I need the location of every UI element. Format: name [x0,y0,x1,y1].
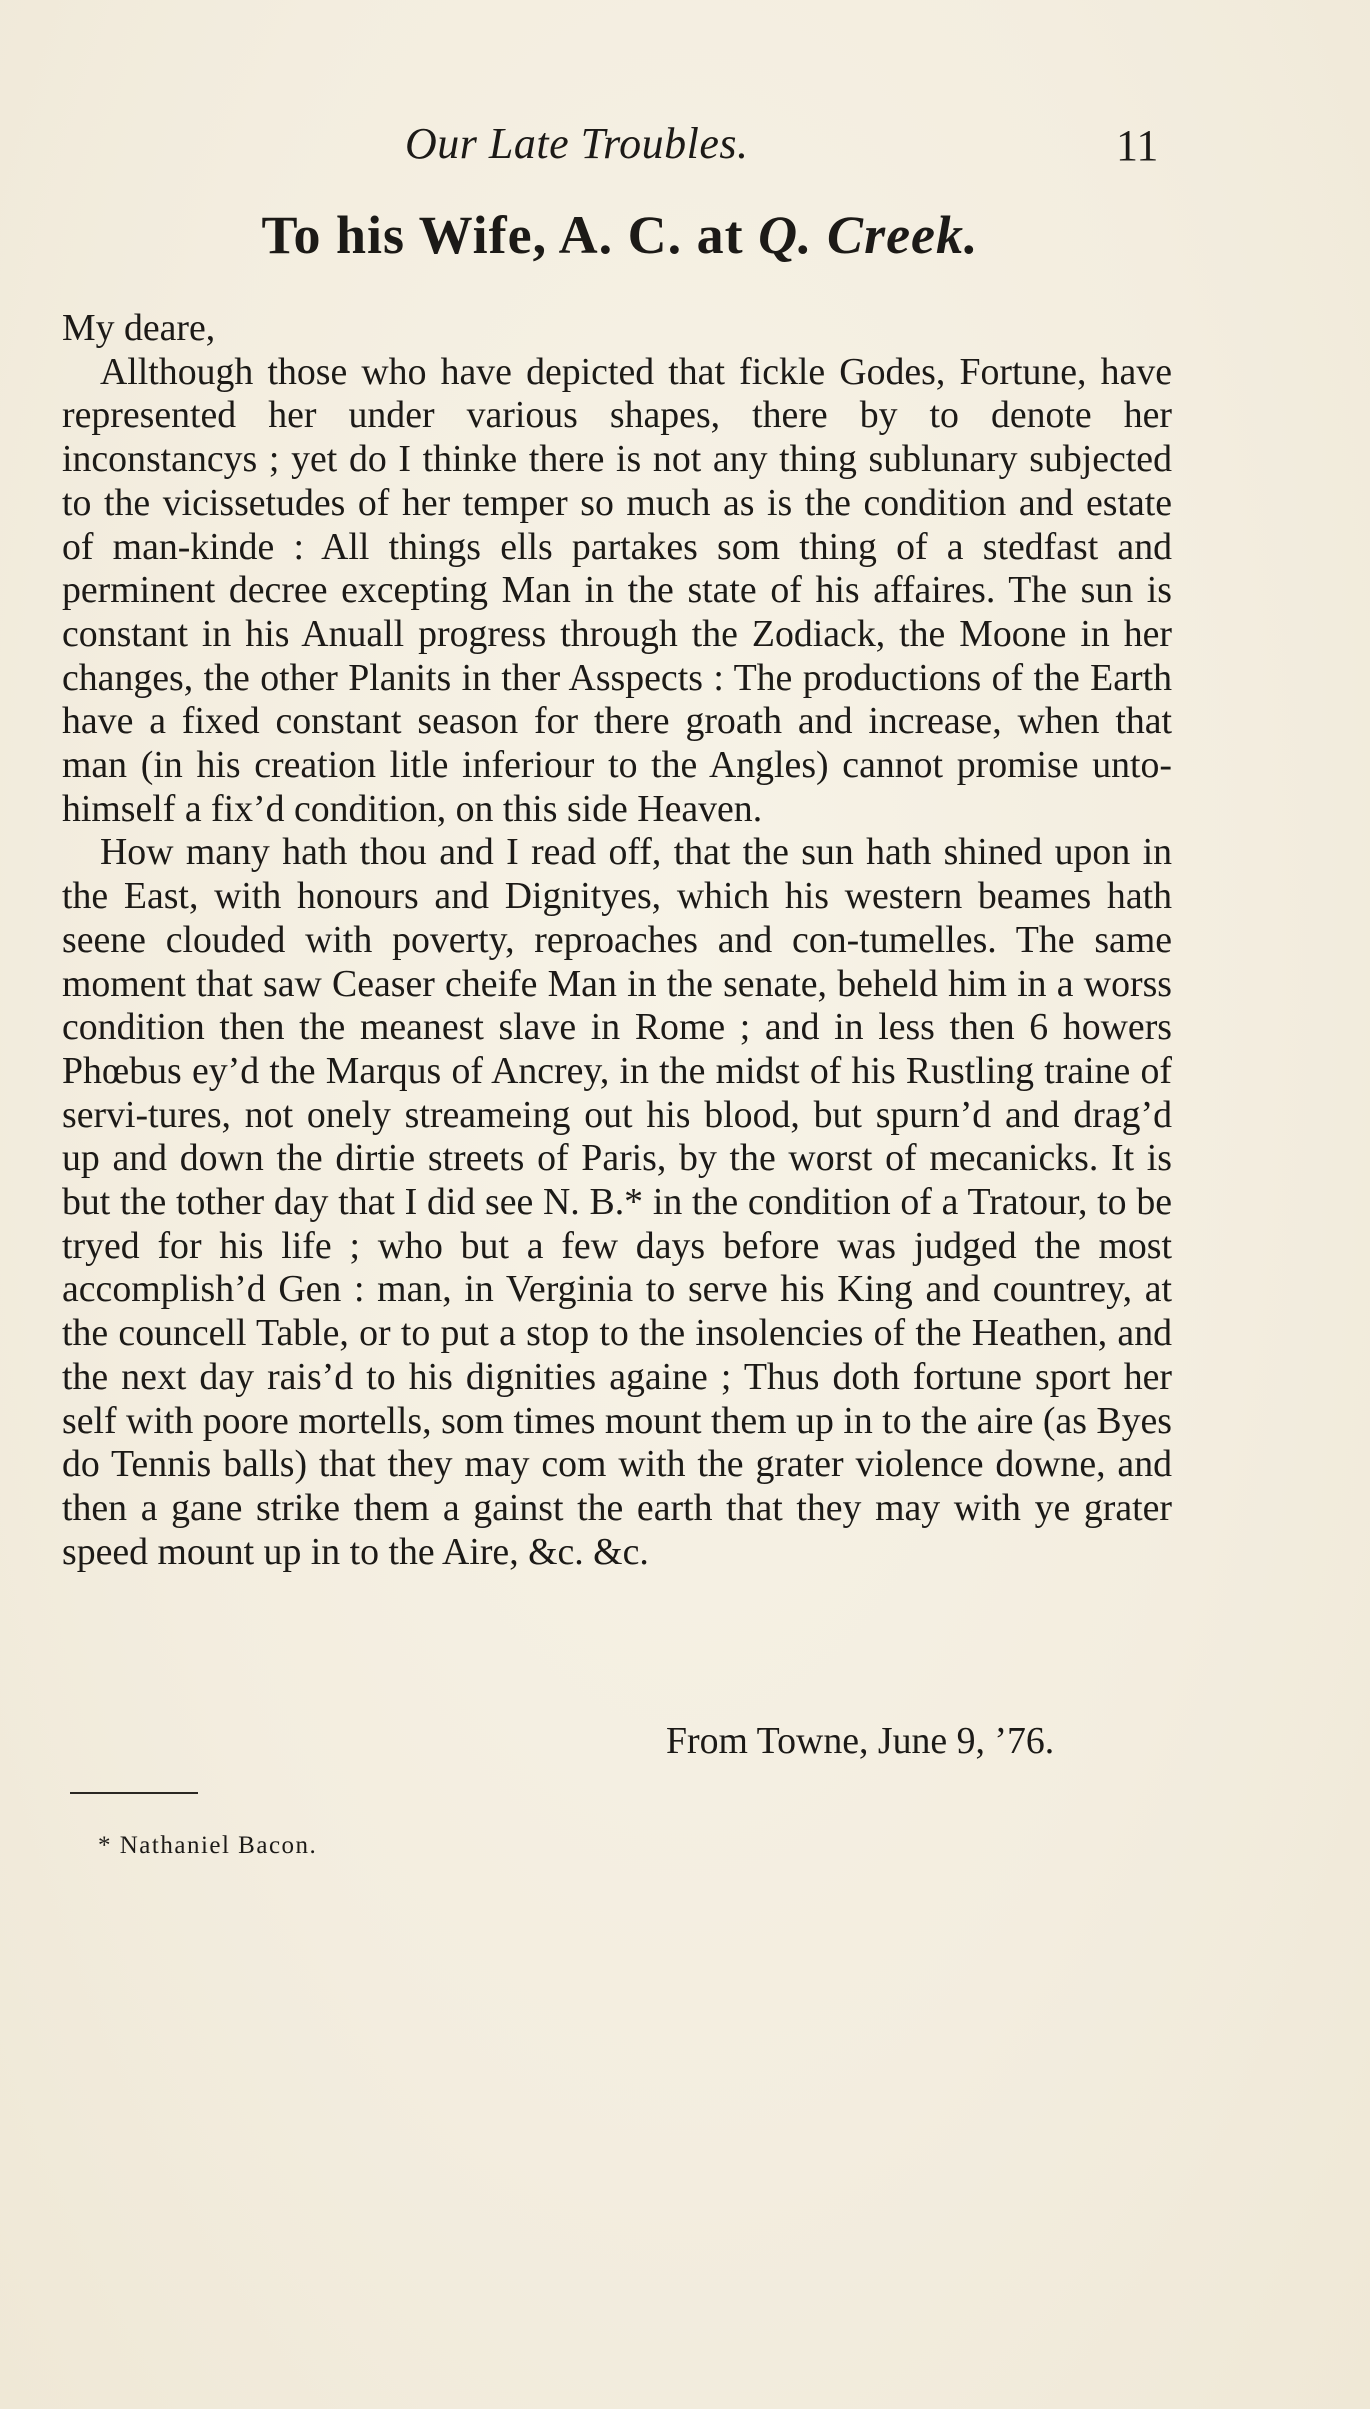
footnote: * Nathaniel Bacon. [98,1832,318,1859]
footnote-rule [70,1792,198,1794]
letter-body [62,307,1172,1574]
salutation: My deare, [62,307,216,349]
signoff: From Towne, June 9, ’76. [666,1720,1055,1762]
letter-title [0,204,1240,266]
page-number: 11 [1116,121,1159,170]
running-head-title: Our Late Troubles. [405,119,749,168]
letter-title-prefix: To his Wife, A. C. at [261,205,744,265]
letter-title-place: Q. Creek. [758,205,979,265]
paragraph-2: How many hath thou and I read off, that the sun hath shined upon in the East, with honours and Dignityes, which his western beames hath seene clouded with poverty, reproaches and con-tumelles. The same moment that saw Ceaser cheife Man in the senate, beheld him in a worss condition then the meanest slave in Rome ; and in less then 6 howers Phœbus ey’d the Marqus of Ancrey, in the midst of his Rustling traine of servi-tures, not onely streameing out his blood, but spurn’d and drag’d up and down the dirtie streets of Paris, by the worst of mecanicks. It is but the tother day that I did see N. B.* in the condition of a Tratour, to be tryed for his life ; who but a few days before was judged the most accomplish’d Gen : man, in Verginia to serve his King and countrey, at the councell Table, or to put a stop to the insolencies of the Heathen, and the next day rais’d to his dignities againe ; Thus doth fortune sport her self with poore mortells, som times mount them up in to the aire (as Byes do Tennis balls) that they may com with the grater violence downe, and then a gane strike them a gainst the earth that they may with ye grater speed mount up in to the Aire, &c. &c. [62,831,1172,1573]
paragraph-1: Allthough those who have depicted that fickle Godes, Fortune, have represented her under various shapes, there by to denote her inconstancys ; yet do I thinke there is not any thing sublunary subjected to the vicissetudes of her temper so much as is the condition and estate of man-kinde : All things ells partakes som thing of a stedfast and perminent decree excepting Man in the state of his affaires. The sun is constant in his Anuall progress through the Zodiack, the Moone in her changes, the other Planits in ther Asspects : The productions of the Earth have a fixed constant season for there groath and increase, when that man (in his creation litle inferiour to the Angles) cannot promise unto-himself a fix’d condition, on this side Heaven. [62,350,1172,830]
